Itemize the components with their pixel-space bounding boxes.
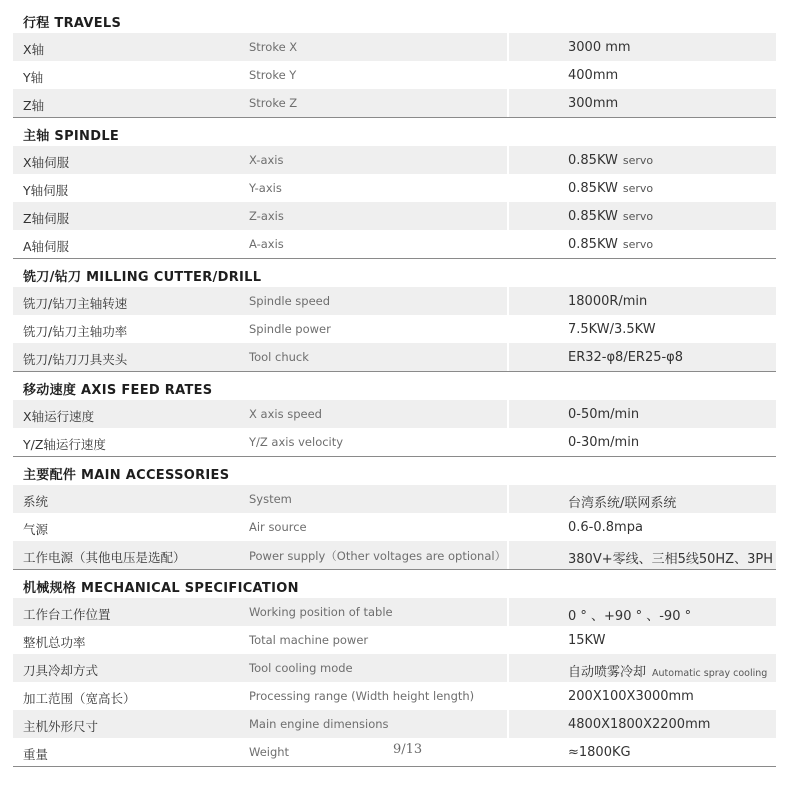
column-divider <box>507 598 509 626</box>
spec-value <box>568 661 767 680</box>
spec-value <box>568 350 683 365</box>
spec-value <box>568 294 647 309</box>
column-divider <box>507 287 509 315</box>
spec-label-en: Main engine dimensions <box>249 717 389 731</box>
spec-value-text: 0 ° 、+90 ° 、-90 ° <box>568 609 692 624</box>
spec-label-cn: 工作台工作位置 <box>23 607 111 622</box>
column-divider <box>507 513 509 541</box>
spec-value <box>568 492 676 511</box>
spec-label-cn: X轴伺服 <box>23 155 70 170</box>
spec-value-text: 自动喷雾冷却 <box>568 665 647 680</box>
spec-row <box>13 400 776 428</box>
column-divider <box>507 654 509 682</box>
spec-value-unit: servo <box>622 182 654 195</box>
spec-row <box>13 541 776 569</box>
spec-row <box>13 513 776 541</box>
section-title: 主轴 SPINDLE <box>23 129 120 144</box>
spec-label-cn: X轴 <box>23 42 45 57</box>
column-divider <box>507 541 509 569</box>
spec-value <box>568 745 631 760</box>
spec-label-cn: 刀具冷却方式 <box>23 663 99 678</box>
column-divider <box>507 230 509 258</box>
section-header <box>13 569 776 598</box>
column-divider <box>507 738 509 766</box>
spec-value-text: 400mm <box>568 68 619 83</box>
spec-value-unit: servo <box>622 154 654 167</box>
spec-value-text: 0.85KW <box>568 153 618 168</box>
spec-label-cn: 加工范围（宽高长） <box>23 691 136 706</box>
section-title: 行程 TRAVELS <box>23 16 122 31</box>
spec-row <box>13 626 776 654</box>
spec-row <box>13 287 776 315</box>
spec-value-text: 18000R/min <box>568 294 648 309</box>
spec-table <box>13 5 776 767</box>
spec-row <box>13 89 776 117</box>
spec-row <box>13 682 776 710</box>
spec-label-en: Air source <box>249 520 307 534</box>
table-bottom-rule <box>13 766 776 767</box>
spec-value <box>568 68 618 83</box>
section-header <box>13 371 776 400</box>
column-divider <box>507 457 509 485</box>
spec-value-text: 300mm <box>568 96 619 111</box>
spec-value-text: 15KW <box>568 633 606 648</box>
spec-value-text: ER32-φ8/ER25-φ8 <box>568 350 684 365</box>
column-divider <box>507 710 509 738</box>
spec-row <box>13 146 776 174</box>
column-divider <box>507 570 509 598</box>
spec-label-en: Spindle power <box>249 322 331 336</box>
spec-label-en: Processing range (Width height length) <box>249 689 475 703</box>
spec-value-text: 台湾系统/联网系统 <box>568 496 677 511</box>
column-divider <box>507 626 509 654</box>
column-divider <box>507 428 509 456</box>
spec-label-en: Stroke Y <box>249 68 297 82</box>
column-divider <box>507 315 509 343</box>
spec-value <box>568 548 773 567</box>
spec-label-cn: Y/Z轴运行速度 <box>23 437 106 452</box>
spec-row <box>13 202 776 230</box>
column-divider <box>507 118 509 146</box>
spec-label-cn: 整机总功率 <box>23 635 86 650</box>
spec-label-en: X-axis <box>249 153 284 167</box>
spec-value-text: 0.85KW <box>568 237 618 252</box>
spec-value <box>568 209 653 224</box>
spec-value <box>568 153 653 168</box>
spec-label-en: A-axis <box>249 237 284 251</box>
spec-label-cn: 主机外形尺寸 <box>23 719 99 734</box>
spec-row <box>13 485 776 513</box>
column-divider <box>507 61 509 89</box>
column-divider <box>507 5 509 33</box>
spec-value <box>568 40 631 55</box>
spec-value <box>568 689 694 704</box>
section-title: 机械规格 MECHANICAL SPECIFICATION <box>23 581 299 596</box>
spec-row <box>13 174 776 202</box>
spec-row <box>13 598 776 626</box>
spec-value <box>568 96 618 111</box>
spec-label-cn: 工作电源（其他电压是选配） <box>23 550 186 565</box>
spec-value <box>568 717 710 732</box>
section-title: 铣刀/钻刀 MILLING CUTTER/DRILL <box>23 270 262 285</box>
spec-value <box>568 181 653 196</box>
page-number: 9/13 <box>393 742 423 757</box>
column-divider <box>507 343 509 371</box>
spec-label-cn: 气源 <box>23 522 49 537</box>
spec-label-cn: X轴运行速度 <box>23 409 95 424</box>
column-divider <box>507 174 509 202</box>
column-divider <box>507 400 509 428</box>
column-divider <box>507 202 509 230</box>
section-header <box>13 258 776 287</box>
spec-label-cn: Y轴伺服 <box>23 183 69 198</box>
column-divider <box>507 259 509 287</box>
column-divider <box>507 682 509 710</box>
spec-value <box>568 237 653 252</box>
column-divider <box>507 485 509 513</box>
column-divider <box>507 33 509 61</box>
spec-value <box>568 633 605 648</box>
spec-value <box>568 605 691 624</box>
spec-label-en: X axis speed <box>249 407 322 421</box>
section-header <box>13 5 776 33</box>
spec-value <box>568 322 656 337</box>
spec-row <box>13 428 776 456</box>
spec-row <box>13 654 776 682</box>
spec-row <box>13 33 776 61</box>
section-header <box>13 456 776 485</box>
section-header <box>13 117 776 146</box>
spec-value-text: 0-30m/min <box>568 435 640 450</box>
spec-value-text: 0.85KW <box>568 181 618 196</box>
spec-label-en: Power supply（Other voltages are optional） <box>249 549 507 563</box>
spec-value <box>568 407 639 422</box>
spec-value-text: 380V+零线、三相5线50HZ、3PH <box>568 552 773 567</box>
spec-label-en: Z-axis <box>249 209 284 223</box>
spec-value-unit: servo <box>622 210 654 223</box>
column-divider <box>507 372 509 400</box>
spec-label-cn: 铣刀/钻刀主轴功率 <box>23 324 128 339</box>
spec-value <box>568 435 639 450</box>
spec-label-en: Y-axis <box>249 181 282 195</box>
spec-row <box>13 710 776 738</box>
spec-label-en: Working position of table <box>249 605 393 619</box>
spec-row <box>13 343 776 371</box>
spec-value-text: 0.85KW <box>568 209 618 224</box>
spec-value-text: ≈1800KG <box>568 745 631 760</box>
spec-row <box>13 230 776 258</box>
column-divider <box>507 89 509 117</box>
spec-row <box>13 61 776 89</box>
spec-label-cn: 铣刀/钻刀主轴转速 <box>23 296 128 311</box>
spec-value-text: 4800X1800X2200mm <box>568 717 711 732</box>
spec-label-en: Stroke Z <box>249 96 298 110</box>
spec-label-en: Weight <box>249 745 290 759</box>
spec-value-text: 0-50m/min <box>568 407 640 422</box>
spec-value-unit: servo <box>622 238 654 251</box>
spec-label-cn: Z轴伺服 <box>23 211 70 226</box>
spec-label-en: Total machine power <box>249 633 369 647</box>
spec-label-cn: 系统 <box>23 494 49 509</box>
section-title: 移动速度 AXIS FEED RATES <box>23 383 213 398</box>
spec-label-en: Tool chuck <box>249 350 309 364</box>
spec-row <box>13 315 776 343</box>
spec-value-text: 200X100X3000mm <box>568 689 694 704</box>
spec-label-en: System <box>249 492 292 506</box>
spec-value-text: 7.5KW/3.5KW <box>568 322 656 337</box>
spec-value-note: Automatic spray cooling <box>652 668 768 679</box>
spec-value-text: 3000 mm <box>568 40 631 55</box>
section-title: 主要配件 MAIN ACCESSORIES <box>23 468 230 483</box>
column-divider <box>507 146 509 174</box>
spec-label-cn: 铣刀/钻刀刀具夹头 <box>23 352 128 367</box>
spec-label-cn: Y轴 <box>23 70 44 85</box>
spec-label-cn: 重量 <box>23 747 49 762</box>
spec-value-text: 0.6-0.8mpa <box>568 520 643 535</box>
spec-label-cn: Z轴 <box>23 98 45 113</box>
spec-label-en: Stroke X <box>249 40 298 54</box>
spec-label-en: Tool cooling mode <box>249 661 353 675</box>
spec-value <box>568 520 643 535</box>
spec-label-en: Spindle speed <box>249 294 331 308</box>
spec-label-en: Y/Z axis velocity <box>249 435 344 449</box>
spec-label-cn: A轴伺服 <box>23 239 70 254</box>
